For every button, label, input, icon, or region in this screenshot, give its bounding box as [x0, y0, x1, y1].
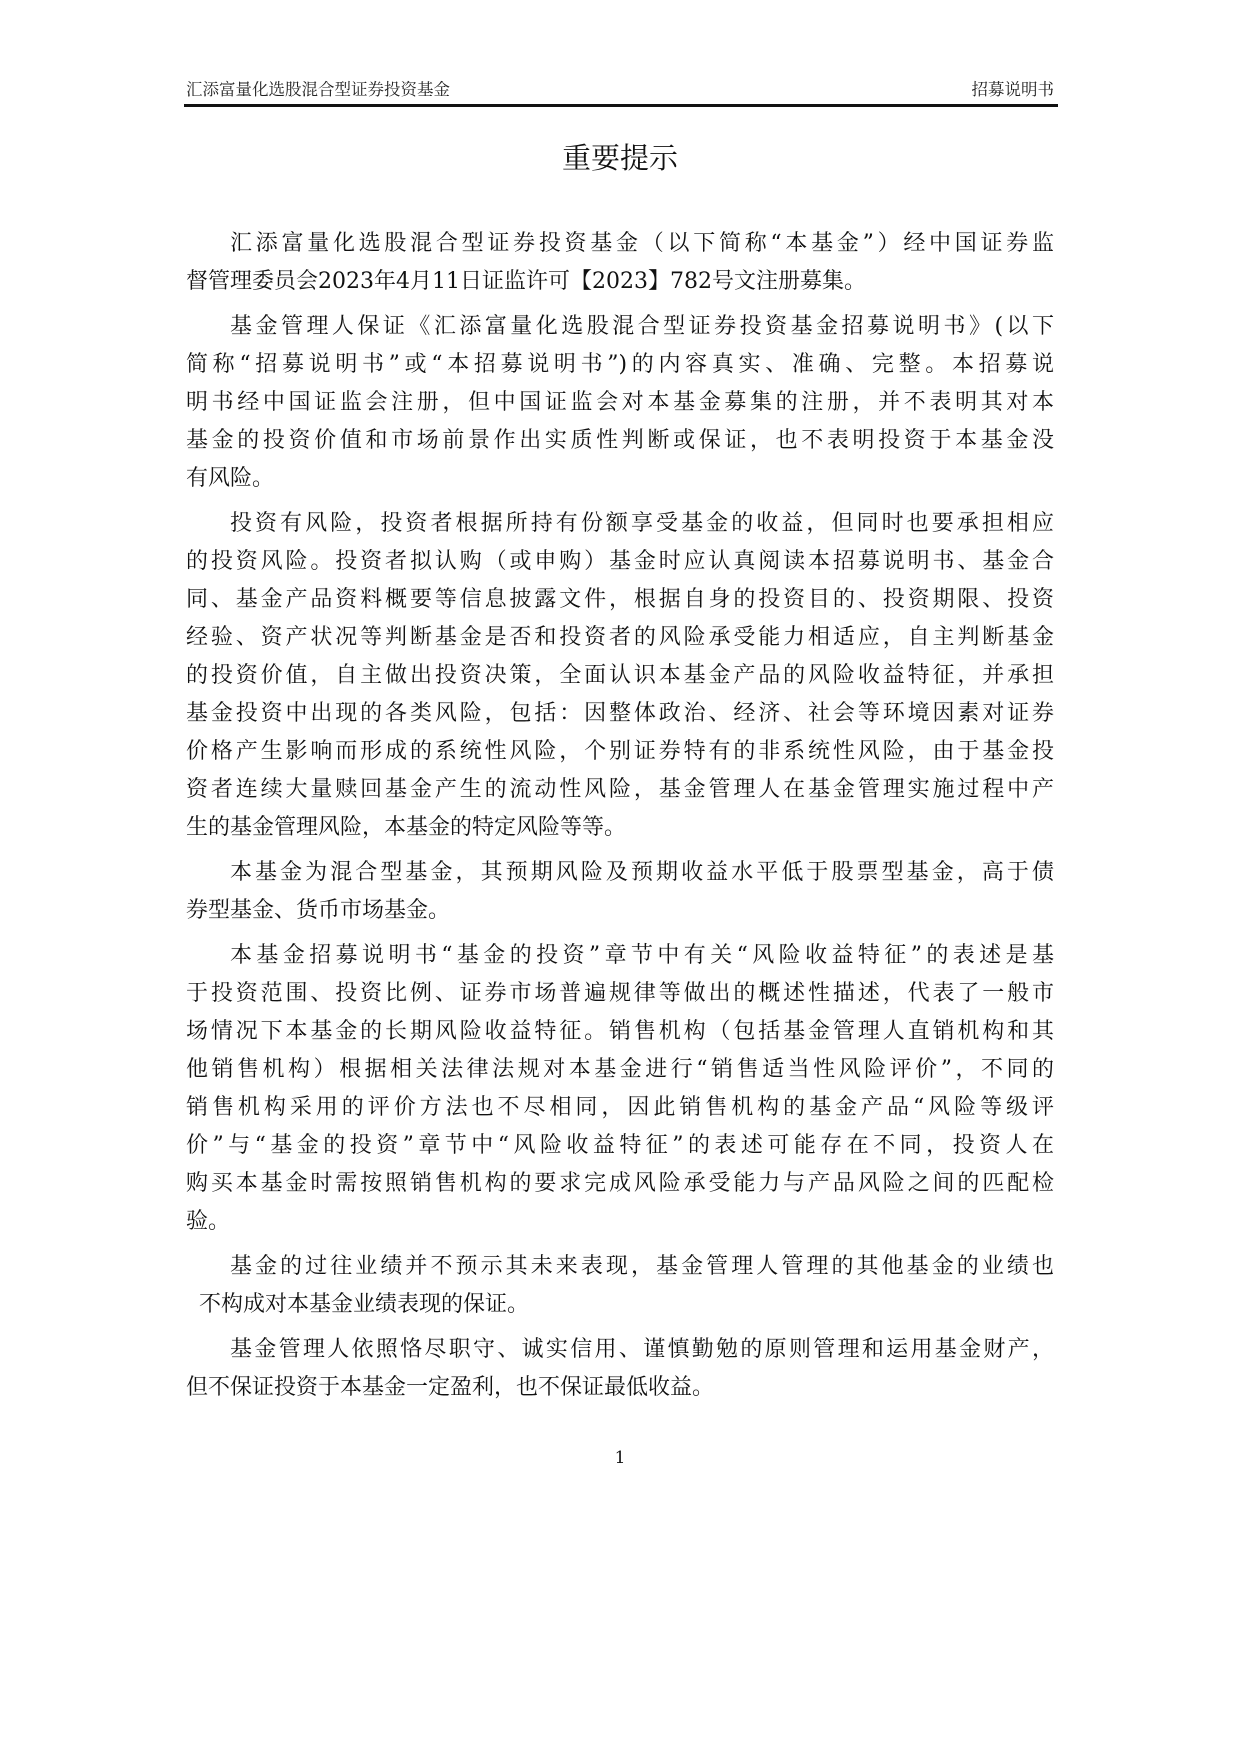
paragraph-line: 本基金招募说明书“基金的投资”章节中有关“风险收益特征”的表述是基	[230, 943, 1054, 968]
paragraph-line: 生的基金管理风险，本基金的特定风险等等。	[186, 815, 627, 840]
running-header-doc-type: 招募说明书	[971, 80, 1054, 99]
paragraph-line: 本基金为混合型基金，其预期风险及预期收益水平低于股票型基金，高于债	[230, 860, 1054, 885]
paragraph-line: 有风险。	[186, 466, 275, 491]
paragraph-line: 经验、资产状况等判断基金是否和投资者的风险承受能力相适应，自主判断基金	[186, 625, 1054, 650]
paragraph	[186, 937, 1054, 1241]
paragraph	[186, 1248, 1054, 1324]
paragraph	[186, 854, 1054, 930]
paragraph-line: 基金的投资价值和市场前景作出实质性判断或保证，也不表明投资于本基金没	[186, 428, 1054, 453]
paragraph-line: 的投资风险。投资者拟认购（或申购）基金时应认真阅读本招募说明书、基金合	[186, 549, 1054, 574]
paragraph-line: 场情况下本基金的长期风险收益特征。销售机构（包括基金管理人直销机构和其	[186, 1019, 1054, 1044]
paragraph-line: 的投资价值，自主做出投资决策，全面认识本基金产品的风险收益特征，并承担	[186, 663, 1054, 688]
paragraph-line: 价格产生影响而形成的系统性风险，个别证券特有的非系统性风险，由于基金投	[186, 739, 1054, 764]
paragraph-line: 验。	[186, 1209, 231, 1234]
header-rule	[184, 104, 1058, 107]
paragraph-line: 于投资范围、投资比例、证券市场普遍规律等做出的概述性描述，代表了一般市	[186, 981, 1054, 1006]
paragraph-line: 基金的过往业绩并不预示其未来表现，基金管理人管理的其他基金的业绩也	[230, 1254, 1054, 1279]
paragraph-line: 价”与“基金的投资”章节中“风险收益特征”的表述可能存在不同，投资人在	[186, 1133, 1054, 1158]
document-body	[186, 225, 1054, 1414]
running-header-fund-name: 汇添富量化选股混合型证券投资基金	[186, 80, 450, 99]
paragraph-line: 明书经中国证监会注册，但中国证监会对本基金募集的注册，并不表明其对本	[186, 390, 1054, 415]
paragraph-line: 不构成对本基金业绩表现的保证。	[199, 1292, 530, 1317]
paragraph-line: 券型基金、货币市场基金。	[186, 898, 451, 923]
paragraph-line: 但不保证投资于本基金一定盈利，也不保证最低收益。	[186, 1375, 715, 1400]
paragraph-line: 基金管理人依照恪尽职守、诚实信用、谨慎勤勉的原则管理和运用基金财产，	[230, 1337, 1054, 1362]
paragraph	[186, 505, 1054, 847]
paragraph	[186, 225, 1054, 301]
paragraph	[186, 308, 1054, 498]
page-number: 1	[614, 1448, 626, 1468]
paragraph-line: 基金投资中出现的各类风险，包括：因整体政治、经济、社会等环境因素对证券	[186, 701, 1054, 726]
paragraph-line: 简称“招募说明书”或“本招募说明书”)的内容真实、准确、完整。本招募说	[186, 352, 1054, 377]
paragraph-line: 投资有风险，投资者根据所持有份额享受基金的收益，但同时也要承担相应	[230, 511, 1054, 536]
paragraph-line: 督管理委员会2023年4月11日证监许可【2023】782号文注册募集。	[186, 269, 866, 294]
paragraph-line: 他销售机构）根据相关法律法规对本基金进行“销售适当性风险评价”，不同的	[186, 1057, 1054, 1082]
page-title: 重要提示	[561, 141, 678, 175]
paragraph	[186, 1331, 1054, 1407]
paragraph-line: 同、基金产品资料概要等信息披露文件，根据自身的投资目的、投资期限、投资	[186, 587, 1054, 612]
paragraph-line: 购买本基金时需按照销售机构的要求完成风险承受能力与产品风险之间的匹配检	[186, 1171, 1054, 1196]
paragraph-line: 销售机构采用的评价方法也不尽相同，因此销售机构的基金产品“风险等级评	[186, 1095, 1054, 1120]
paragraph-line: 汇添富量化选股混合型证券投资基金（以下简称“本基金”）经中国证券监	[230, 231, 1054, 256]
paragraph-line: 基金管理人保证《汇添富量化选股混合型证券投资基金招募说明书》(以下	[230, 314, 1054, 339]
paragraph-line: 资者连续大量赎回基金产生的流动性风险，基金管理人在基金管理实施过程中产	[186, 777, 1054, 802]
